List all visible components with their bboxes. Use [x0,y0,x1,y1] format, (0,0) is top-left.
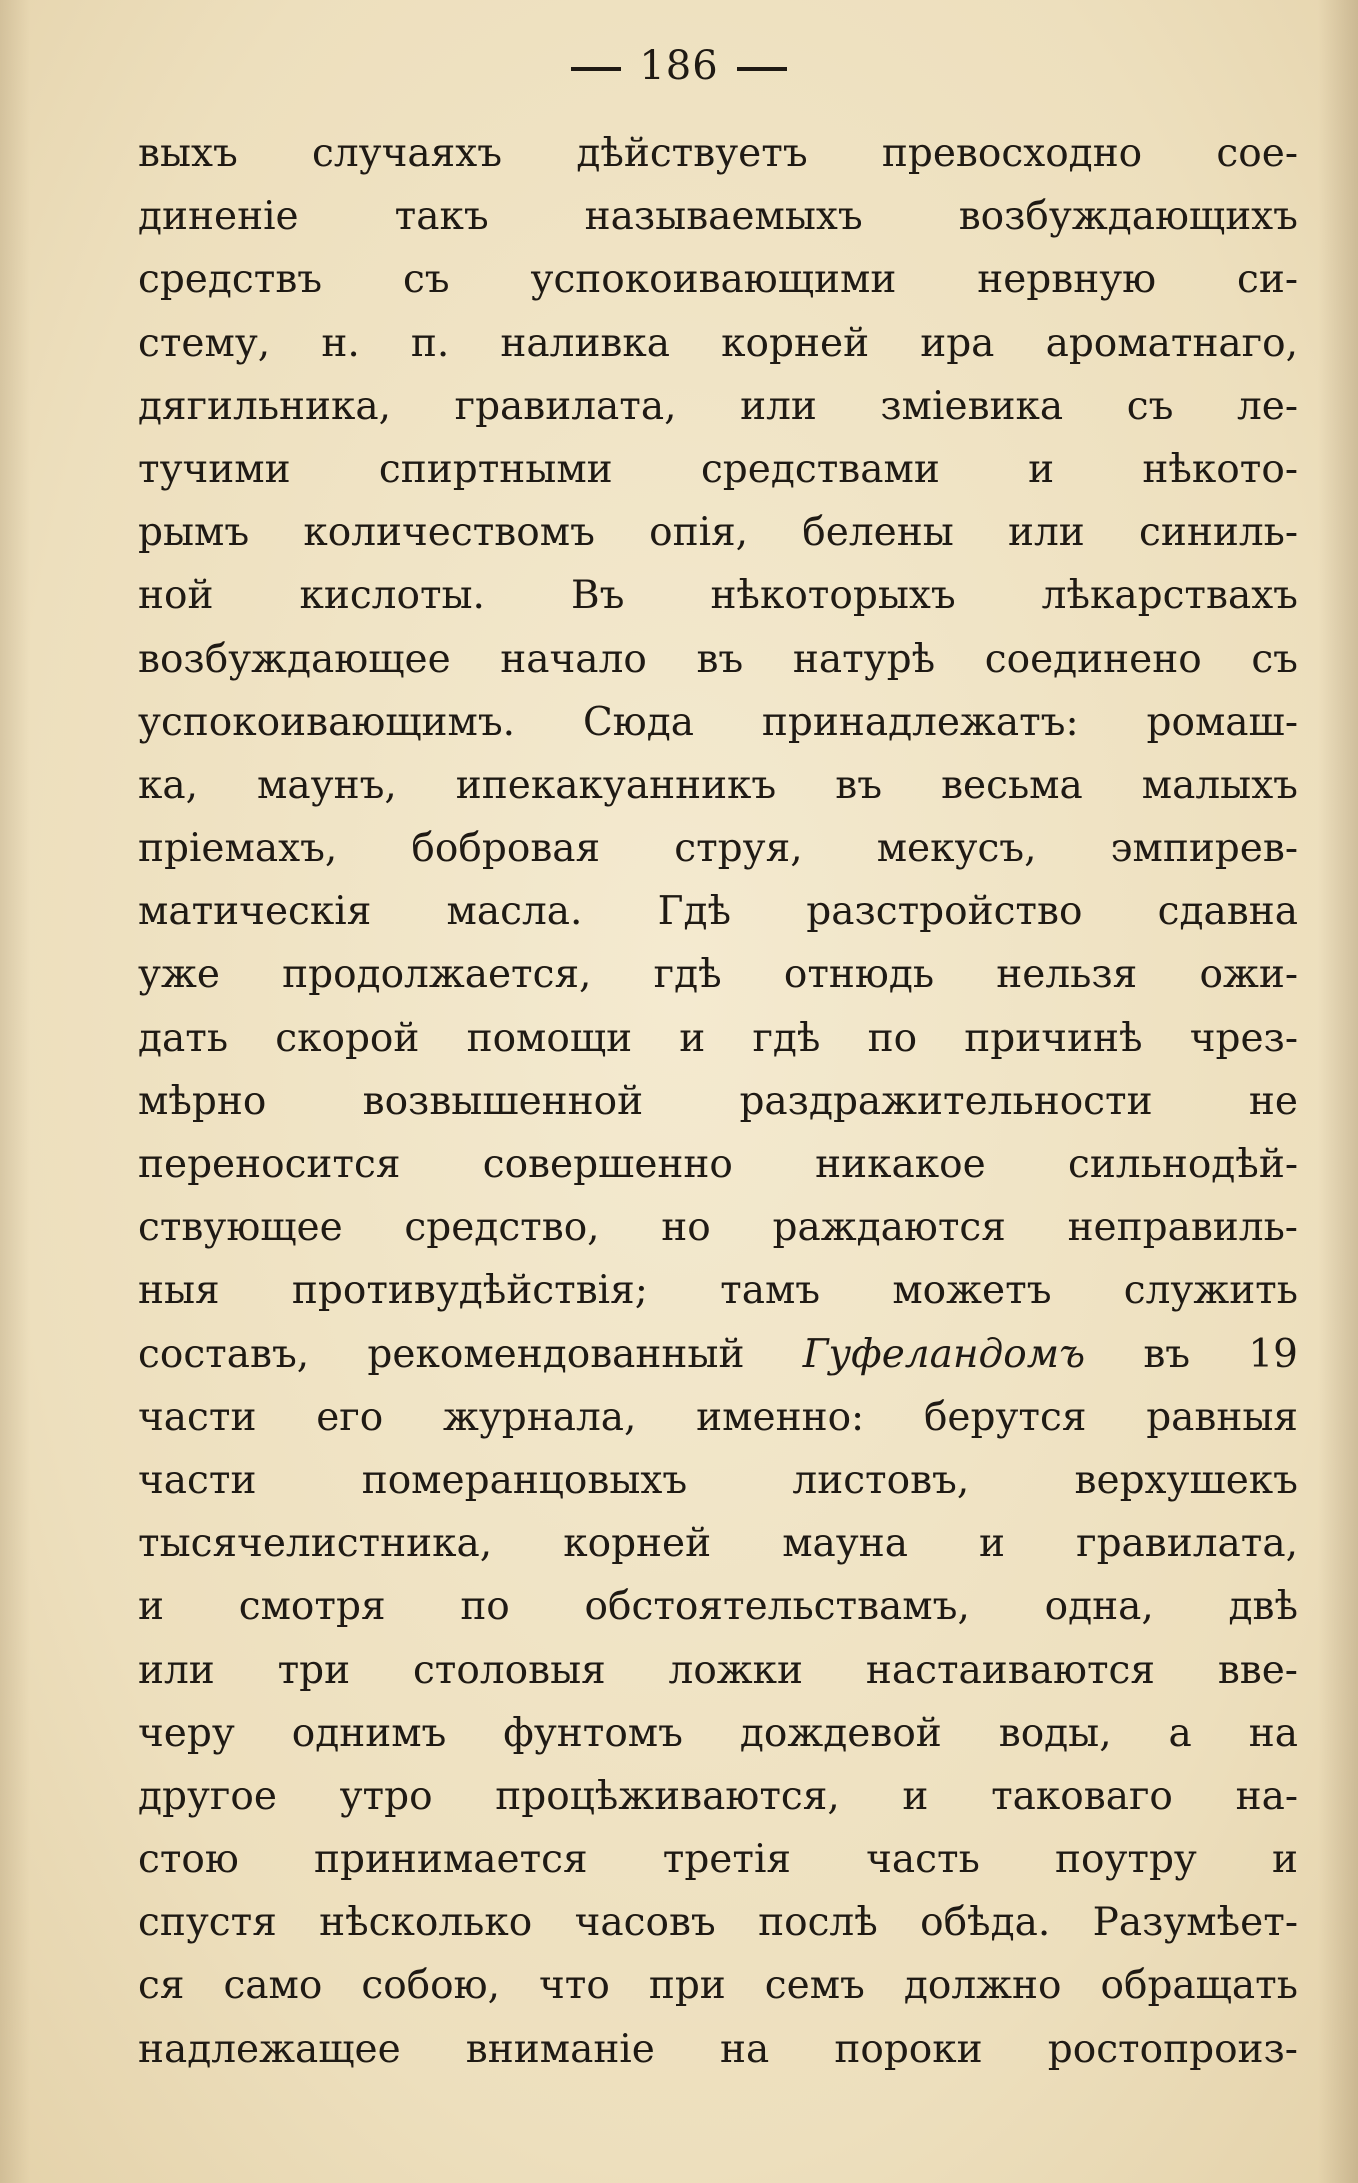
text-line [138,943,1298,1006]
text-line [138,1765,1298,1828]
text-segment: ныя противудѣйствія; тамъ можетъ служить [138,1268,1298,1314]
text-segment: и смотря по обстоятельствамъ, одна, двѣ [138,1584,1298,1630]
text-line [138,501,1298,564]
text-segment: надлежащее вниманіе на пороки ростопроиз- [138,2026,1298,2072]
text-segment: ной кислоты. Въ нѣкоторыхъ лѣкарствахъ [138,573,1298,619]
text-line [138,1259,1298,1322]
page-header [0,38,1358,94]
text-segment: матическія масла. Гдѣ разстройство сдавна [138,889,1298,935]
text-segment: переносится совершенно никакое сильнодѣй- [138,1142,1298,1187]
text-segment: рымъ количествомъ опія, белены или синиль- [138,510,1298,556]
text-line [138,1449,1298,1512]
page-edge-shadow-left [0,0,30,2183]
text-line [138,185,1298,248]
text-line [138,628,1298,691]
text-line [138,312,1298,375]
text-segment: дягильника, гравилата, или зміевика съ ле- [138,383,1298,429]
text-segment: стему, н. п. наливка корней ира ароматнаго, [138,320,1298,366]
text-line [138,1323,1298,1386]
text-line [138,1070,1298,1133]
page-number: 186 [639,43,719,89]
text-segment: черу однимъ фунтомъ дождевой воды, а на [138,1710,1298,1756]
text-segment: мѣрно возвышенной раздражительности не [138,1078,1298,1124]
text-line [138,1891,1298,1954]
text-line [138,564,1298,627]
text-segment: пріемахъ, бобровая струя, мекусъ, эмпирев- [138,826,1298,872]
text-segment: въ 19 [1085,1331,1298,1377]
text-line [138,1133,1298,1196]
text-line [138,1512,1298,1575]
text-segment: или три столовыя ложки настаиваются вве- [138,1647,1298,1693]
text-segment: ствующее средство, но раждаются неправиль- [138,1205,1298,1251]
text-line [138,691,1298,754]
text-segment: успокоивающимъ. Сюда принадлежатъ: ромаш- [138,699,1298,745]
text-segment: диненіе такъ называемыхъ возбуждающихъ [138,194,1298,240]
text-line [138,754,1298,817]
page-edge-shadow-right [1318,0,1358,2183]
text-line [138,1639,1298,1702]
text-line [138,438,1298,501]
text-segment: ся само собою, что при семъ должно обращать [138,1963,1298,2009]
text-line [138,1954,1298,2017]
text-segment: другое утро процѣживаются, и таковаго на- [138,1773,1298,1819]
text-segment: выхъ случаяхъ дѣйствуетъ превосходно сое- [138,131,1298,176]
text-segment: спустя нѣсколько часовъ послѣ обѣда. Разумѣет- [138,1900,1298,1946]
text-segment: стою принимается третія часть поутру и [138,1837,1298,1883]
text-line [138,248,1298,311]
text-segment: составъ, рекомендованный [138,1331,803,1377]
header-dash-right [737,67,787,71]
text-line [138,1828,1298,1891]
text-line [138,375,1298,438]
text-line [138,122,1298,185]
text-line [138,1007,1298,1070]
text-segment: тысячелистника, корней мауна и гравилата, [138,1521,1298,1567]
text-segment: дать скорой помощи и гдѣ по причинѣ чрез- [138,1015,1298,1061]
text-segment: возбуждающее начало въ натурѣ соединено съ [138,636,1298,682]
body-text [138,122,1298,2081]
text-segment: части померанцовыхъ листовъ, верхушекъ [138,1457,1298,1503]
text-segment: ка, маунъ, ипекакуанникъ въ весьма малыхъ [138,762,1298,808]
text-segment: уже продолжается, гдѣ отнюдь нельзя ожи- [138,952,1298,998]
header-dash-left [571,67,621,71]
text-segment: Гуфеландомъ [802,1331,1086,1377]
text-line [138,1386,1298,1449]
text-line [138,2018,1298,2081]
text-line [138,817,1298,880]
text-segment: тучими спиртными средствами и нѣкото- [138,446,1298,492]
text-line [138,1196,1298,1259]
text-line [138,1702,1298,1765]
text-line [138,1575,1298,1638]
text-segment: средствъ съ успокоивающими нервную си- [138,257,1298,303]
text-segment: части его журнала, именно: берутся равныя [138,1394,1298,1440]
text-line [138,880,1298,943]
